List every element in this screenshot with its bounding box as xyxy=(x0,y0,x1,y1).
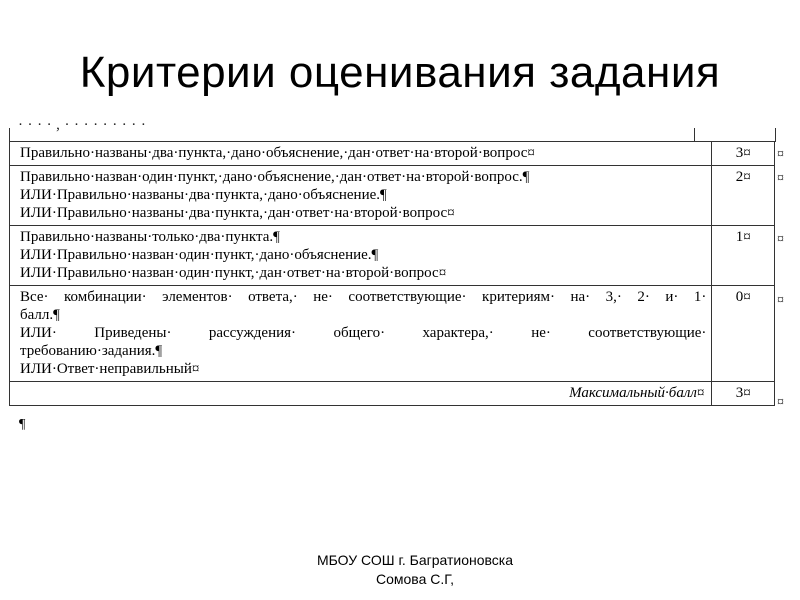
criteria-document xyxy=(9,117,793,432)
criteria-line: ИЛИ·Правильно·назван·один·пункт,·дано·объяснение.¶ xyxy=(20,247,379,263)
cut-off-text: · · · · , · · · · · · · · · xyxy=(18,117,147,133)
criteria-score: 2¤ xyxy=(712,166,775,226)
criteria-description xyxy=(10,286,712,382)
criteria-line: балл.¶ xyxy=(20,307,60,323)
criteria-line: ИЛИ·Правильно·названы·два·пункта,·дан·ответ·на·второй·вопрос¤ xyxy=(20,205,455,221)
row-end-marker: ¤ xyxy=(777,147,784,162)
row-end-marker: ¤ xyxy=(777,171,784,186)
cut-off-table-row xyxy=(9,117,695,142)
table-row xyxy=(10,286,775,382)
criteria-line: ИЛИ·Ответ·неправильный¤ xyxy=(20,361,200,377)
table-row-max xyxy=(10,382,775,406)
footer-author: Сомова С.Г, xyxy=(375,571,455,587)
row-end-marker: ¤ xyxy=(777,232,784,247)
table-row xyxy=(10,226,775,286)
criteria-table xyxy=(9,141,775,406)
criteria-line: требованию·задания.¶ xyxy=(20,343,163,359)
criteria-score: 3¤ xyxy=(712,142,775,166)
criteria-line: Правильно·названы·два·пункта,·дано·объяснение,·дан·ответ·на·второй·вопрос¤ xyxy=(20,145,535,161)
paragraph-mark: ¶ xyxy=(19,417,26,432)
max-score-label-cell xyxy=(10,382,712,406)
table-row xyxy=(10,166,775,226)
footer xyxy=(250,551,580,589)
criteria-line: ИЛИ·Правильно·названы·два·пункта,·дано·объяснение.¶ xyxy=(20,187,387,203)
footer-school: МБОУ СОШ г. Багратионовска xyxy=(316,552,514,568)
criteria-line: Правильно·названы·только·два·пункта.¶ xyxy=(20,229,280,245)
criteria-line: Правильно·назван·один·пункт,·дано·объяснение,·дан·ответ·на·второй·вопрос.¶ xyxy=(20,169,530,185)
criteria-line: Все· комбинации· элементов· ответа,· не· соответствующие· критериям· на· 3,· 2· и· 1· xyxy=(20,289,707,305)
criteria-line: ИЛИ·Правильно·назван·один·пункт,·дан·ответ·на·второй·вопрос¤ xyxy=(20,265,447,281)
slide-title: Критерии оценивания задания xyxy=(79,48,721,97)
criteria-description xyxy=(10,166,712,226)
criteria-score: 1¤ xyxy=(712,226,775,286)
cut-off-score-cell xyxy=(693,128,776,142)
row-end-marker: ¤ xyxy=(777,293,784,308)
criteria-score: 0¤ xyxy=(712,286,775,382)
max-score-value: 3¤ xyxy=(712,382,775,406)
table-row xyxy=(10,142,775,166)
max-score-label: Максимальный·балл¤ xyxy=(569,385,705,401)
row-end-marker: ¤ xyxy=(777,395,784,410)
criteria-line: ИЛИ· Приведены· рассуждения· общего· характера,· не· соответствующие· xyxy=(20,325,707,341)
criteria-description xyxy=(10,226,712,286)
criteria-description xyxy=(10,142,712,166)
